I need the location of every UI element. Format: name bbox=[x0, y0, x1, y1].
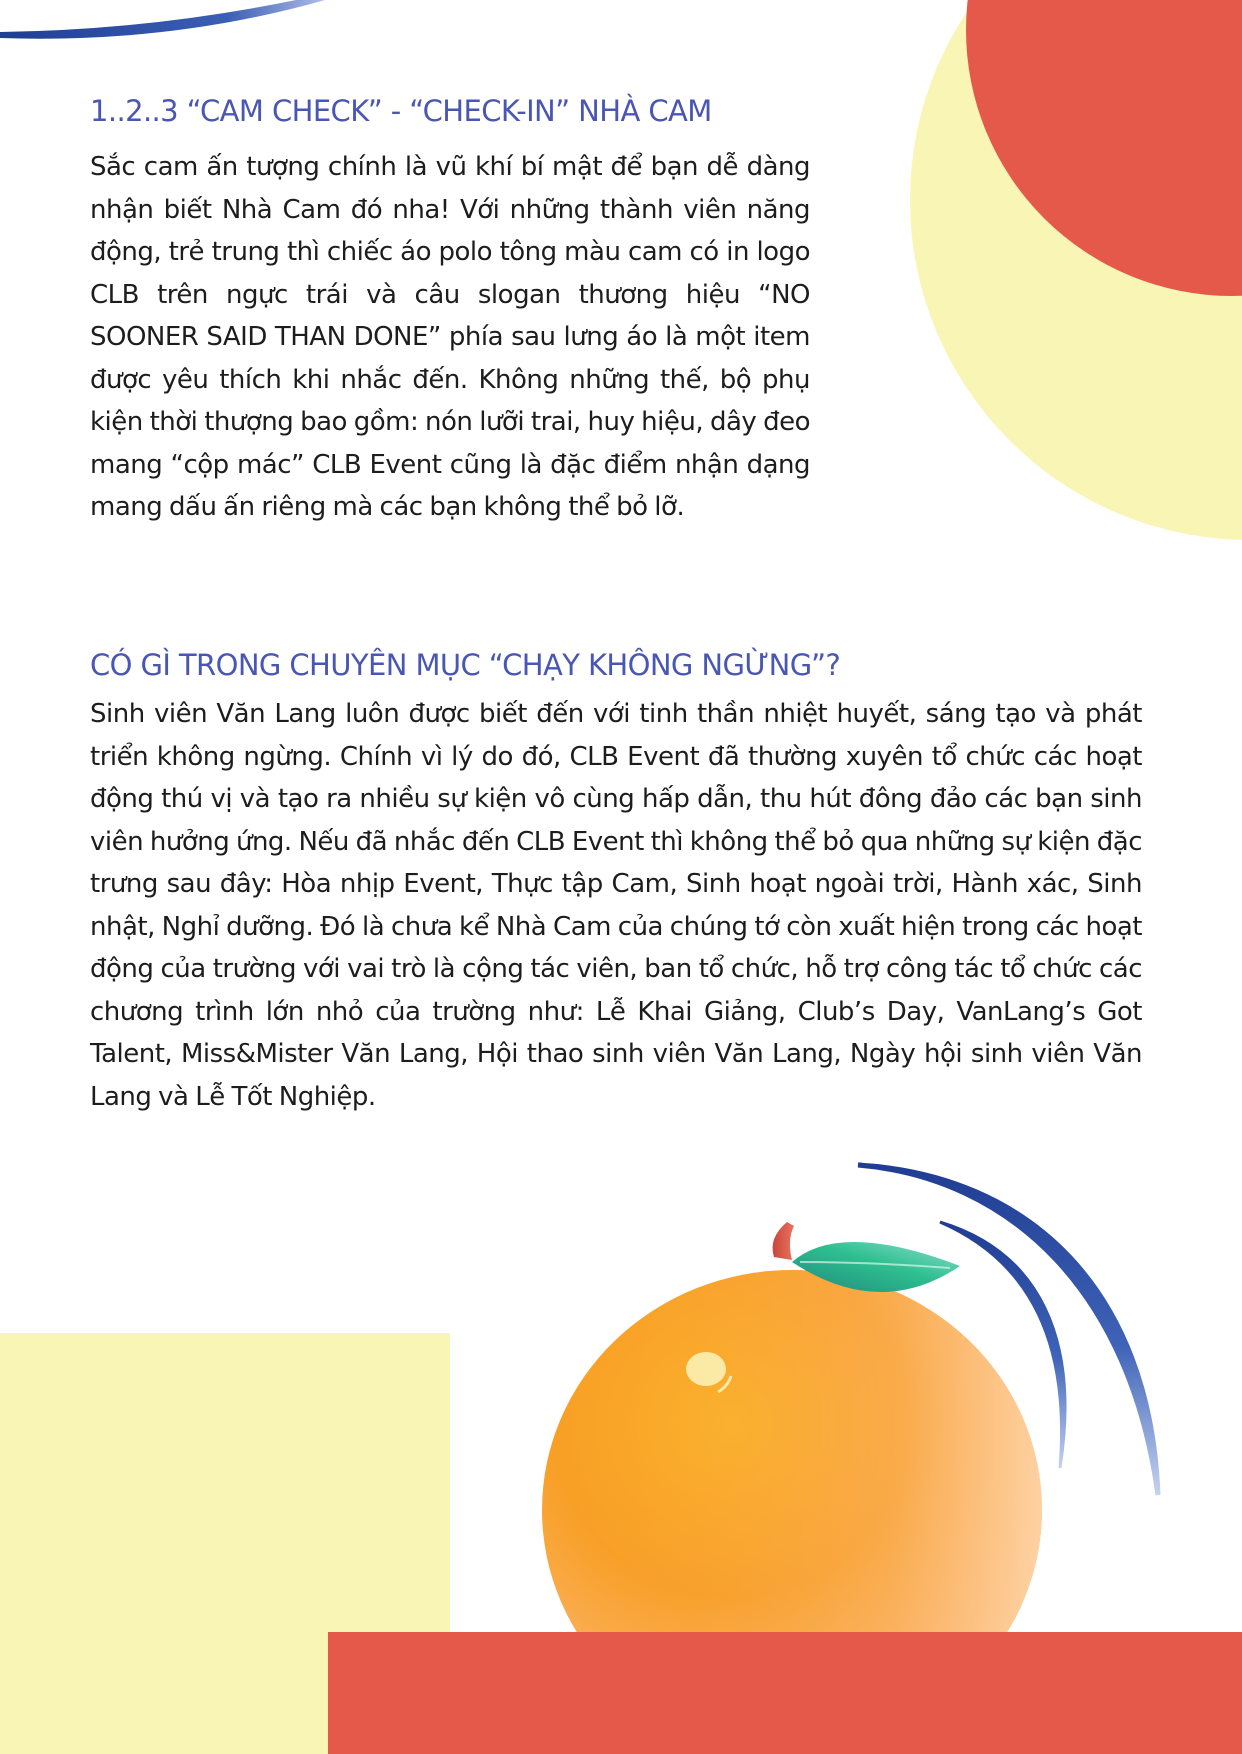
section-body: Sắc cam ấn tượng chính là vũ khí bí mật để bạn dễ dàng nhận biết Nhà Cam đó nha! Với những thành viên năng động, trẻ trung thì chiếc áo polo tông màu cam có in logo CLB trên ngực trái và câu slogan thương hiệu “NO SOONER SAID THAN DONE” phía sau lưng áo là một item được yêu thích khi nhắc đến. Không những thế, bộ phụ kiện thời thượng bao gồm: nón lưỡi trai, huy hiệu, dây đeo mang “cộp mác” CLB Event cũng là đặc điểm nhận dạng mang dấu ấn riêng mà các bạn không thể bỏ lỡ. bbox=[90, 152, 810, 522]
section-body: Sinh viên Văn Lang luôn được biết đến với tinh thần nhiệt huyết, sáng tạo và phát triển không ngừng. Chính vì lý do đó, CLB Event đã thường xuyên tổ chức các hoạt động thú vị và tạo ra nhiều sự kiện vô cùng hấp dẫn, thu hút đông đảo các bạn sinh viên hưởng ứng. Nếu đã nhắc đến CLB Event thì không thể bỏ qua những sự kiện đặc trưng sau đây: Hòa nhịp Event, Thực tập Cam, Sinh hoạt ngoài trời, Hành xác, Sinh nhật, Nghỉ dưỡng. Đó là chưa kể Nhà Cam của chúng tớ còn xuất hiện trong các hoạt động của trường với vai trò là cộng tác viên, ban tổ chức, hỗ trợ công tác tổ chức các chương trình lớn nhỏ của trường như: Lễ Khai Giảng, Club’s Day, VanLang’s Got Talent, Miss&Mister Văn Lang, Hội thao sinh viên Văn Lang, Ngày hội sinh viên Văn Lang và Lễ Tốt Nghiệp. bbox=[90, 699, 1142, 1112]
red-block bbox=[328, 1632, 1242, 1754]
top-left-arc bbox=[0, 0, 325, 39]
section-heading: CÓ GÌ TRONG CHUYÊN MỤC “CHẠY KHÔNG NGỪNG”? bbox=[90, 648, 841, 682]
section-heading: 1..2..3 “CAM CHECK” - “CHECK-IN” NHÀ CAM bbox=[90, 94, 712, 128]
